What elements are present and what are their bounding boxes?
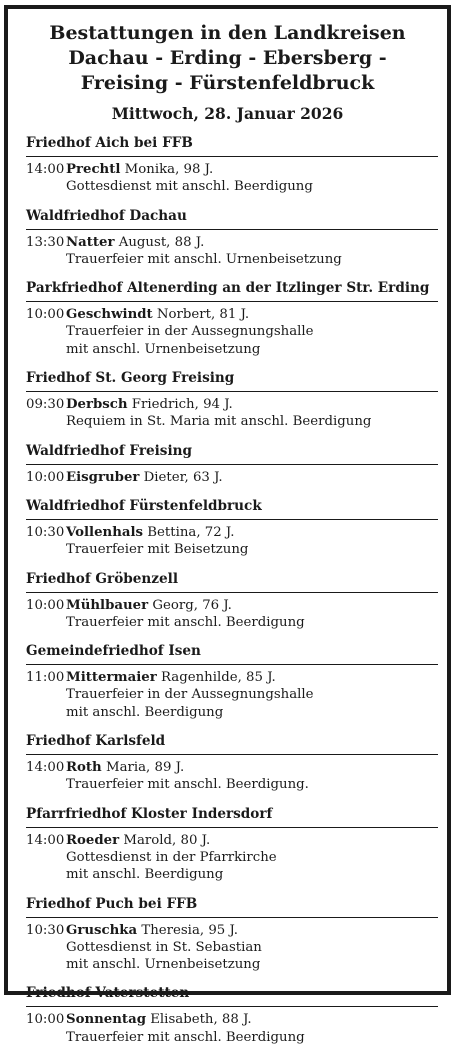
funeral-entry [26, 392, 438, 437]
deceased-name-line [66, 306, 438, 323]
service-detail: mit anschl. Beerdigung [66, 867, 224, 883]
funeral-list [8, 129, 447, 1052]
cemetery-section [26, 437, 438, 492]
deceased-surname: Roeder [66, 832, 120, 848]
service-time: 10:00 [26, 307, 65, 323]
cemetery-name: Friedhof St. Georg Freising [26, 364, 438, 392]
service-time: 14:00 [26, 760, 65, 776]
entry-body [66, 759, 438, 794]
service-time: 10:00 [26, 597, 65, 613]
cemetery-name: Waldfriedhof Dachau [26, 202, 438, 230]
cemetery-name: Parkfriedhof Altenerding an der Itzlinger Str. Erding [26, 274, 438, 302]
cemetery-section [26, 979, 438, 1052]
cemetery-name: Friedhof Gröbenzell [26, 565, 438, 593]
cemetery-name: Friedhof Aich bei FFB [26, 129, 438, 157]
deceased-surname: Mühlbauer [66, 597, 149, 613]
service-time: 10:30 [26, 524, 65, 540]
deceased-surname: Gruschka [66, 922, 138, 938]
deceased-surname: Geschwindt [66, 307, 153, 323]
cemetery-name: Friedhof Puch bei FFB [26, 890, 438, 918]
deceased-firstname-age: August, 88 J. [114, 234, 205, 250]
title-line-1: Bestattungen in den Landkreisen [49, 22, 406, 44]
funeral-entry [26, 918, 438, 980]
cemetery-section [26, 800, 438, 890]
deceased-name-line [66, 759, 438, 776]
service-time: 09:30 [26, 397, 65, 413]
cemetery-section [26, 274, 438, 364]
deceased-firstname-age: Theresia, 95 J. [137, 922, 238, 938]
service-time: 11:00 [26, 670, 65, 686]
service-detail: Gottesdienst in St. Sebastian [66, 939, 262, 955]
service-time: 14:00 [26, 162, 65, 177]
funeral-entry [26, 302, 438, 364]
funeral-entry [26, 230, 438, 275]
notice-date: Mittwoch, 28. Januar 2026 [111, 104, 344, 123]
cemetery-section [26, 890, 438, 980]
entry-body [66, 832, 438, 884]
service-detail: Requiem in St. Maria mit anschl. Beerdigung [66, 414, 372, 430]
entry-body [66, 396, 438, 431]
service-time: 10:00 [26, 469, 65, 485]
deceased-name-line [66, 161, 438, 178]
deceased-surname: Vollenhals [66, 524, 144, 540]
funeral-entry [26, 755, 438, 800]
deceased-firstname-age: Georg, 76 J. [148, 597, 232, 613]
cemetery-name: Gemeindefriedhof Isen [26, 637, 438, 665]
service-time: 10:00 [26, 1012, 65, 1028]
entry-body [66, 669, 438, 721]
service-detail: mit anschl. Urnenbeisetzung [66, 957, 261, 973]
entry-body [66, 922, 438, 974]
service-detail: Trauerfeier mit Beisetzung [66, 542, 249, 558]
service-detail: Gottesdienst in der Pfarrkirche [66, 849, 277, 865]
deceased-firstname-age: Dieter, 63 J. [139, 469, 223, 485]
service-detail: Trauerfeier in der Aussegnungshalle [66, 687, 314, 703]
deceased-surname: Prechtl [66, 162, 121, 177]
service-detail: Trauerfeier mit anschl. Urnenbeisetzung [66, 251, 342, 267]
deceased-firstname-age: Maria, 89 J. [101, 760, 185, 776]
cemetery-section [26, 129, 438, 202]
title-line-3: Freising - Fürstenfeldbruck [80, 72, 375, 94]
cemetery-section [26, 727, 438, 800]
funeral-entry [26, 1007, 438, 1052]
deceased-surname: Natter [66, 234, 115, 250]
deceased-surname: Roth [66, 760, 102, 776]
deceased-firstname-age: Bettina, 72 J. [143, 524, 235, 540]
entry-body [66, 306, 438, 358]
deceased-surname: Mittermaier [66, 670, 157, 686]
cemetery-name: Friedhof Vaterstetten [26, 979, 438, 1007]
service-detail: Trauerfeier mit anschl. Beerdigung. [66, 777, 309, 793]
deceased-name-line [66, 832, 438, 849]
deceased-name-line [66, 234, 438, 251]
deceased-name-line [66, 396, 438, 413]
funeral-entry [26, 465, 438, 492]
entry-body [66, 161, 438, 196]
deceased-firstname-age: Monika, 98 J. [120, 162, 214, 177]
service-time: 13:30 [26, 234, 65, 250]
cemetery-section [26, 565, 438, 638]
title-line-2: Dachau - Erding - Ebersberg - [68, 47, 387, 69]
deceased-firstname-age: Ragenhilde, 85 J. [156, 670, 276, 686]
service-time: 10:30 [26, 922, 65, 938]
service-detail: mit anschl. Beerdigung [66, 704, 224, 720]
notice-frame [4, 5, 451, 1045]
cemetery-name: Waldfriedhof Fürstenfeldbruck [26, 492, 438, 520]
funeral-entry [26, 665, 438, 727]
service-detail: Trauerfeier in der Aussegnungshalle [66, 324, 314, 340]
funeral-entry [26, 828, 438, 890]
cemetery-section [26, 637, 438, 727]
deceased-surname: Derbsch [66, 397, 128, 413]
deceased-name-line [66, 1011, 438, 1028]
cemetery-section [26, 364, 438, 437]
service-detail: Trauerfeier mit anschl. Beerdigung [66, 614, 305, 630]
service-time: 14:00 [26, 832, 65, 848]
service-detail: mit anschl. Urnenbeisetzung [66, 341, 261, 357]
entry-body [66, 469, 438, 486]
funeral-entry [26, 593, 438, 638]
deceased-name-line [66, 597, 438, 614]
entry-body [66, 234, 438, 269]
funeral-entry [26, 520, 438, 565]
deceased-surname: Eisgruber [66, 469, 140, 485]
service-detail: Trauerfeier mit anschl. Beerdigung [66, 1029, 305, 1045]
deceased-firstname-age: Friedrich, 94 J. [127, 397, 233, 413]
cemetery-name: Pfarrfriedhof Kloster Indersdorf [26, 800, 438, 828]
entry-body [66, 597, 438, 632]
cemetery-name: Friedhof Karlsfeld [26, 727, 438, 755]
deceased-firstname-age: Norbert, 81 J. [152, 307, 250, 323]
deceased-surname: Sonnentag [66, 1012, 146, 1028]
cemetery-name: Waldfriedhof Freising [26, 437, 438, 465]
deceased-name-line [66, 524, 438, 541]
notice-header [8, 9, 447, 125]
deceased-firstname-age: Elisabeth, 88 J. [146, 1012, 252, 1028]
service-detail: Gottesdienst mit anschl. Beerdigung [66, 179, 313, 195]
deceased-name-line [66, 922, 438, 939]
entry-body [66, 524, 438, 559]
cemetery-section [26, 492, 438, 565]
deceased-name-line [66, 669, 438, 686]
entry-body [66, 1011, 438, 1046]
deceased-firstname-age: Marold, 80 J. [119, 832, 211, 848]
cemetery-section [26, 202, 438, 275]
deceased-name-line [66, 469, 438, 486]
funeral-entry [26, 157, 438, 202]
